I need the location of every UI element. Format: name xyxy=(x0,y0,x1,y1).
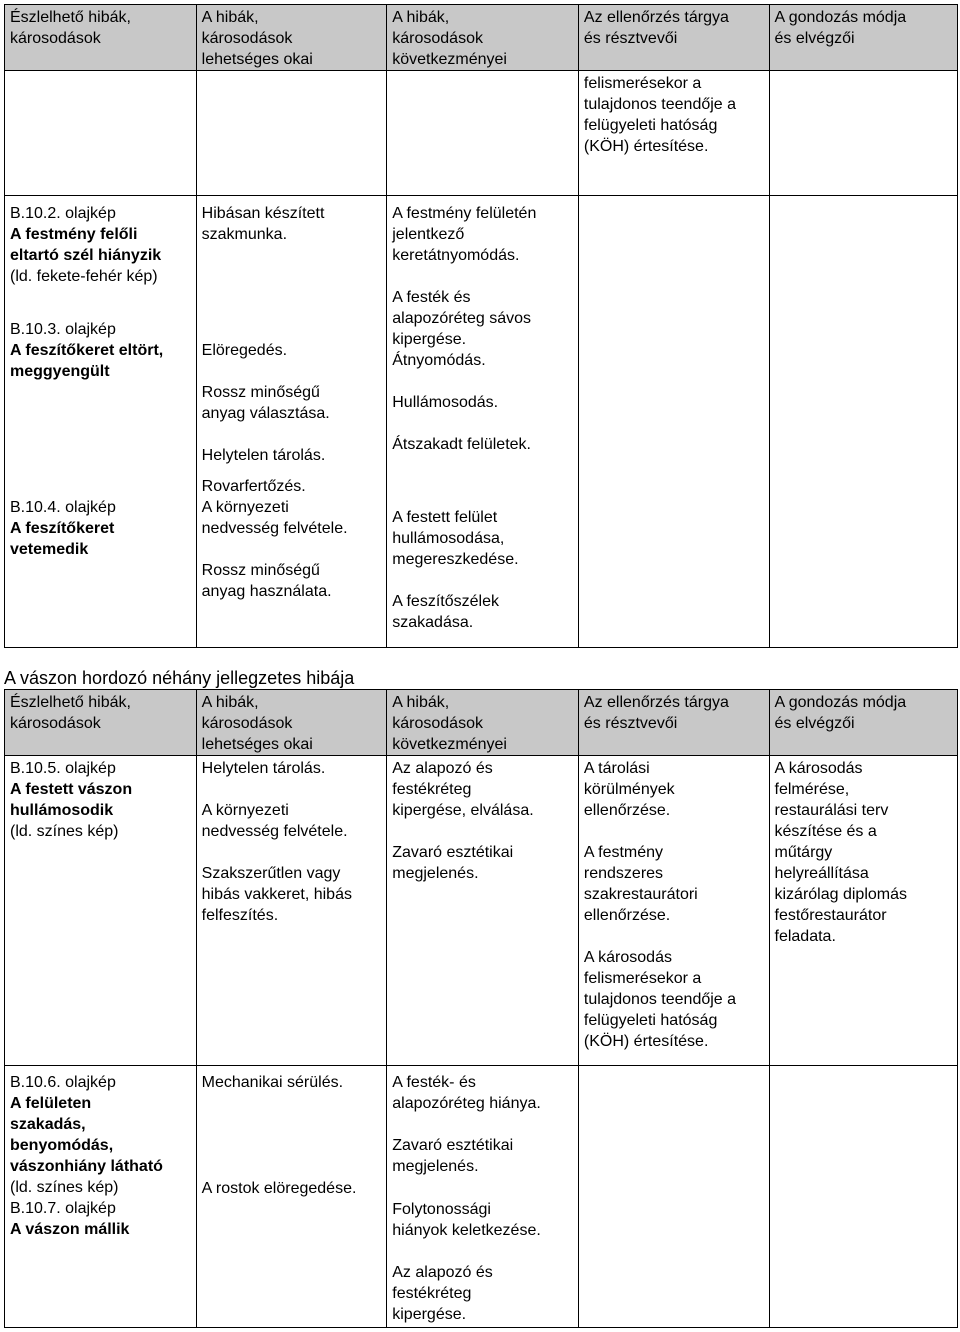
text-line: restaurálási terv xyxy=(774,802,889,819)
text-line: tulajdonos teendője a xyxy=(583,96,737,113)
header-line: Az ellenőrzés tárgya xyxy=(583,694,729,711)
header-line: A hibák, xyxy=(201,9,259,26)
text-line: megjelenés. xyxy=(392,865,479,882)
cell-control xyxy=(578,71,769,196)
defect-title: A feszítőkeret xyxy=(10,520,115,537)
cell-effects xyxy=(387,1066,579,1328)
text-line: felmérése, xyxy=(774,781,850,798)
text-line: szakmunka. xyxy=(201,226,288,243)
header-line: Észlelhető hibák, xyxy=(10,9,131,26)
text-line: felügyeleti hatóság xyxy=(583,1012,718,1029)
text-line: rendszeres xyxy=(583,865,664,882)
text-line: nedvesség felvétele. xyxy=(201,520,348,537)
defect-code: B.10.3. olajkép xyxy=(10,321,116,338)
text-line: Átnyomódás. xyxy=(392,352,486,369)
text-line: keretátnyomódás. xyxy=(392,247,520,264)
cell-effects xyxy=(387,196,579,648)
text-line: felfeszítés. xyxy=(201,907,279,924)
text-line: festékréteg xyxy=(392,781,472,798)
text-line: Rossz minőségű xyxy=(201,562,320,579)
text-line: felügyeleti hatóság xyxy=(583,117,718,134)
header-control xyxy=(578,5,769,71)
text-line: Átszakadt felületek. xyxy=(392,436,531,453)
text-line: (KÖH) értesítése. xyxy=(583,1033,709,1050)
cell-causes xyxy=(196,756,387,1066)
text-line: felismerésekor a xyxy=(583,75,702,92)
text-line: körülmények xyxy=(583,781,675,798)
defect-title: eltartó szél hiányzik xyxy=(10,247,162,264)
text-line: Helytelen tárolás. xyxy=(201,447,326,464)
defect-title: A vászon mállik xyxy=(10,1221,130,1238)
text-line: szakadása. xyxy=(392,614,474,631)
text-line: (KÖH) értesítése. xyxy=(583,138,709,155)
text-line: A festék és xyxy=(392,289,471,306)
text-line: hiányok keletkezése. xyxy=(392,1222,541,1239)
header-line: A gondozás módja xyxy=(774,9,907,26)
header-line: Észlelhető hibák, xyxy=(10,694,131,711)
header-line: A hibák, xyxy=(392,694,450,711)
text-line: ellenőrzése. xyxy=(583,907,671,924)
cell-empty xyxy=(578,196,769,648)
header-control xyxy=(578,690,769,756)
text-line: Hibásan készített xyxy=(201,205,325,222)
header-defects xyxy=(5,690,197,756)
text-line: kipergése. xyxy=(392,1306,467,1323)
header-line: Az ellenőrzés tárgya xyxy=(583,9,729,26)
text-line: Elöregedés. xyxy=(201,342,288,359)
cell-effects xyxy=(387,756,579,1066)
text-line: kizárólag diplomás xyxy=(774,886,908,903)
defect-code: B.10.5. olajkép xyxy=(10,760,116,777)
header-effects xyxy=(387,690,579,756)
header-line: károsodások xyxy=(10,715,101,732)
defect-title: A festmény felőli xyxy=(10,226,138,243)
defect-code: B.10.4. olajkép xyxy=(10,499,116,516)
header-line: A hibák, xyxy=(392,9,450,26)
header-line: károsodások xyxy=(201,715,293,732)
cell-care xyxy=(769,756,958,1066)
text-line: A környezeti xyxy=(201,802,289,819)
defect-code: B.10.2. olajkép xyxy=(10,205,116,222)
text-line: Zavaró esztétikai xyxy=(392,1137,514,1154)
cell-control xyxy=(578,756,769,1066)
defect-title: szakadás, xyxy=(10,1116,86,1133)
defect-title: vetemedik xyxy=(10,541,89,558)
cell-defects xyxy=(5,1066,197,1328)
text-line: Rovarfertőzés. xyxy=(201,478,306,495)
text-line: műtárgy xyxy=(774,844,833,861)
defect-title: A feszítőkeret eltört, xyxy=(10,342,164,359)
header-effects xyxy=(387,5,579,71)
header-line: és elvégzői xyxy=(774,715,855,732)
text-line: A feszítőszélek xyxy=(392,593,499,610)
text-line: tulajdonos teendője a xyxy=(583,991,737,1008)
cell-causes xyxy=(196,196,387,648)
text-line: Az alapozó és xyxy=(392,760,493,777)
text-line: festékréteg xyxy=(392,1285,472,1302)
cell-defects xyxy=(5,756,197,1066)
text-line: Folytonossági xyxy=(392,1201,491,1218)
text-line: nedvesség felvétele. xyxy=(201,823,348,840)
defect-code: B.10.7. olajkép xyxy=(10,1200,116,1217)
defect-note: (ld. fekete-fehér kép) xyxy=(10,268,158,285)
section-title: A vászon hordozó néhány jellegzetes hibája xyxy=(4,668,355,688)
text-line: megereszkedése. xyxy=(392,551,519,568)
text-line: Az alapozó és xyxy=(392,1264,493,1281)
defect-title: vászonhiány látható xyxy=(10,1158,163,1175)
text-line: Zavaró esztétikai xyxy=(392,844,514,861)
text-line: festőrestaurátor xyxy=(774,907,887,924)
defect-title: benyomódás, xyxy=(10,1137,114,1154)
cell-empty xyxy=(5,71,197,196)
header-line: károsodások xyxy=(10,30,101,47)
text-line: anyag használata. xyxy=(201,583,332,600)
text-line: alapozóréteg sávos xyxy=(392,310,532,327)
cell-empty xyxy=(578,1066,769,1328)
header-line: és résztvevői xyxy=(583,715,678,732)
header-line: A hibák, xyxy=(201,694,259,711)
text-line: A környezeti xyxy=(201,499,289,516)
table-row xyxy=(5,756,958,1066)
text-line: felismerésekor a xyxy=(583,970,702,987)
table-row xyxy=(5,196,958,648)
text-line: készítése és a xyxy=(774,823,877,840)
text-line: helyreállítása xyxy=(774,865,869,882)
header-line: károsodások xyxy=(392,30,483,47)
header-line: következményei xyxy=(392,736,507,753)
cell-empty xyxy=(196,71,387,196)
header-line: lehetséges okai xyxy=(201,736,313,753)
cell-empty xyxy=(769,71,958,196)
cell-causes xyxy=(196,1066,387,1328)
table-header-row xyxy=(5,5,958,71)
header-causes xyxy=(196,690,387,756)
defect-note: (ld. színes kép) xyxy=(10,823,119,840)
text-line: A festett felület xyxy=(392,509,498,526)
cell-empty xyxy=(387,71,579,196)
cell-defects xyxy=(5,196,197,648)
text-line: A károsodás xyxy=(774,760,863,777)
cell-empty xyxy=(769,196,958,648)
text-line: jelentkező xyxy=(392,226,465,243)
text-line: A festmény xyxy=(583,844,664,861)
text-line: kipergése, elválása. xyxy=(392,802,534,819)
table-row xyxy=(5,1066,958,1328)
text-line: Szakszerűtlen vagy xyxy=(201,865,341,882)
defects-table-2 xyxy=(4,689,958,1328)
defect-title: meggyengült xyxy=(10,363,110,380)
table-header-row xyxy=(5,690,958,756)
text-line: hibás vakkeret, hibás xyxy=(201,886,352,903)
text-line: A festmény felületén xyxy=(392,205,537,222)
text-line: A tárolási xyxy=(583,760,650,777)
text-line: Helytelen tárolás. xyxy=(201,760,326,777)
defect-title: hullámosodik xyxy=(10,802,114,819)
text-line: szakrestaurátori xyxy=(583,886,698,903)
defect-title: A festett vászon xyxy=(10,781,133,798)
text-line: A rostok elöregedése. xyxy=(201,1180,357,1197)
text-line: A károsodás xyxy=(583,949,672,966)
text-line: Mechanikai sérülés. xyxy=(201,1074,344,1091)
defect-note: (ld. színes kép) xyxy=(10,1179,119,1196)
text-line: hullámosodása, xyxy=(392,530,505,547)
header-line: és elvégzői xyxy=(774,30,855,47)
text-line: Rossz minőségű xyxy=(201,384,320,401)
text-line: ellenőrzése. xyxy=(583,802,671,819)
text-line: Hullámosodás. xyxy=(392,394,499,411)
text-line: feladata. xyxy=(774,928,836,945)
text-line: kipergése. xyxy=(392,331,467,348)
header-line: és résztvevői xyxy=(583,30,678,47)
defects-table-1 xyxy=(4,4,958,648)
defect-title: A felületen xyxy=(10,1095,92,1112)
header-line: A gondozás módja xyxy=(774,694,907,711)
header-line: lehetséges okai xyxy=(201,51,313,68)
text-line: A festék- és xyxy=(392,1074,476,1091)
header-defects xyxy=(5,5,197,71)
defect-code: B.10.6. olajkép xyxy=(10,1074,116,1091)
header-line: károsodások xyxy=(201,30,293,47)
text-line: megjelenés. xyxy=(392,1158,479,1175)
text-line: alapozóréteg hiánya. xyxy=(392,1095,541,1112)
header-line: következményei xyxy=(392,51,507,68)
header-causes xyxy=(196,5,387,71)
cell-empty xyxy=(769,1066,958,1328)
header-line: károsodások xyxy=(392,715,483,732)
header-care xyxy=(769,690,958,756)
table-row xyxy=(5,71,958,196)
header-care xyxy=(769,5,958,71)
text-line: anyag választása. xyxy=(201,405,330,422)
